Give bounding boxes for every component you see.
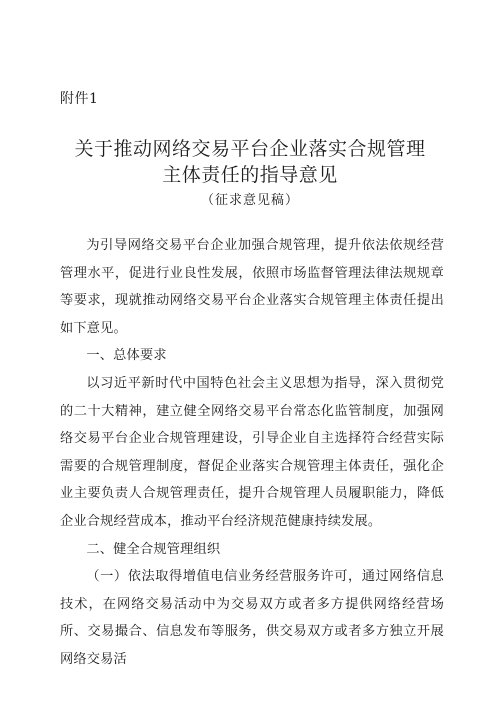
document-title-line-2: 主体责任的指导意见 — [162, 164, 338, 186]
section-2-item-1-paragraph: （一）依法取得增值电信业务经营服务许可，通过网络信息技术，在网络交易活动中为交易双方或者多方提供网络经营场所、交易撮合、信息发布等服务，供交易双方或者多方独立开展网络交易活 — [60, 569, 444, 667]
section-heading-compliance-organization: 二、健全合规管理组织 — [86, 541, 221, 557]
section-heading-general-requirements: 一、总体要求 — [86, 348, 167, 364]
document-title-line-1: 关于推动网络交易平台企业落实合规管理 — [74, 138, 426, 160]
section-1-paragraph: 以习近平新时代中国特色社会主义思想为指导，深入贯彻党的二十大精神，建立健全网络交易平台常态化监管制度，加强网络交易平台企业合规管理建设，引导企业自主选择符合经营实际需要的合规管理制度，督促企业落实合规管理主体责任，强化企业主要负责人合规管理责任，提升合规管理人员履职能力，降低企业合规经营成本，推动平台经济规范健康持续发展。 — [60, 375, 444, 529]
intro-paragraph: 为引导网络交易平台企业加强合规管理，提升依法依规经营管理水平，促进行业良性发展，依照市场监督管理法律法规规章等要求，现就推动网络交易平台企业落实合规管理主体责任提出如下意见。 — [60, 238, 444, 336]
attachment-label: 附件1 — [60, 91, 99, 107]
draft-subtitle: （征求意见稿） — [200, 193, 299, 208]
document-body — [60, 232, 444, 674]
